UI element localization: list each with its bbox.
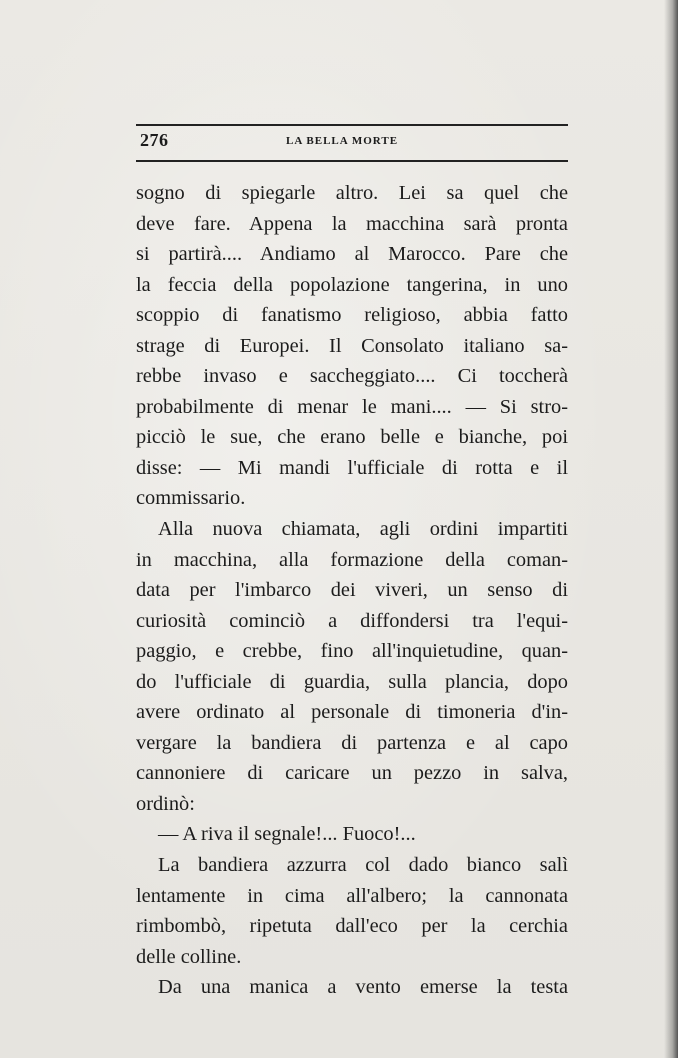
text-line: disse: — Mi mandi l'ufficiale di rotta e il <box>136 456 568 479</box>
text-line: lentamente in cima all'albero; la cannonata <box>136 884 568 907</box>
text-line: commissario. <box>136 487 246 510</box>
header-rule-bottom <box>136 160 568 162</box>
text-line: rimbombò, ripetuta dall'eco per la cerchia <box>136 915 568 938</box>
text-line: cannoniere di caricare un pezzo in salva, <box>136 762 568 785</box>
text-line: si partirà.... Andiamo al Marocco. Pare che <box>136 243 568 266</box>
text-line: deve fare. Appena la macchina sarà pronta <box>136 212 568 235</box>
text-line: probabilmente di menar le mani.... — Si stro- <box>136 395 568 418</box>
page-number: 276 <box>140 130 169 150</box>
text-line: ordinò: <box>136 792 195 815</box>
text-line: rebbe invaso e saccheggiato.... Ci toccherà <box>136 365 568 388</box>
text-line: vergare la bandiera di partenza e al capo <box>136 731 568 754</box>
text-line: — A riva il segnale!... Fuoco!... <box>158 823 416 846</box>
text-line: do l'ufficiale di guardia, sulla plancia, dopo <box>136 670 568 693</box>
header-rule-top <box>136 124 568 126</box>
body-text <box>136 178 568 1003</box>
text-line: Alla nuova chiamata, agli ordini impartiti <box>158 518 568 541</box>
text-line: scoppio di fanatismo religioso, abbia fatto <box>136 304 568 327</box>
page-header <box>136 120 568 164</box>
text-line: picciò le sue, che erano belle e bianche, poi <box>136 426 568 449</box>
text-line: sogno di spiegarle altro. Lei sa quel che <box>136 182 568 204</box>
text-line: curiosità cominciò a diffondersi tra l'equi- <box>136 609 568 632</box>
running-head: LA BELLA MORTE <box>286 135 399 147</box>
text-line: La bandiera azzurra col dado bianco salì <box>158 854 568 877</box>
text-line: avere ordinato al personale di timoneria d'in- <box>136 701 568 724</box>
text-line: in macchina, alla formazione della coman- <box>136 548 568 571</box>
text-line: data per l'imbarco dei viveri, un senso di <box>136 579 568 602</box>
text-line: la feccia della popolazione tangerina, in uno <box>136 273 568 296</box>
page-edge-shadow <box>664 0 678 1058</box>
text-line: Da una manica a vento emerse la testa <box>158 976 568 999</box>
text-line: delle colline. <box>136 945 242 968</box>
text-line: paggio, e crebbe, fino all'inquietudine, quan- <box>136 640 568 663</box>
text-line: strage di Europei. Il Consolato italiano sa- <box>136 334 568 357</box>
